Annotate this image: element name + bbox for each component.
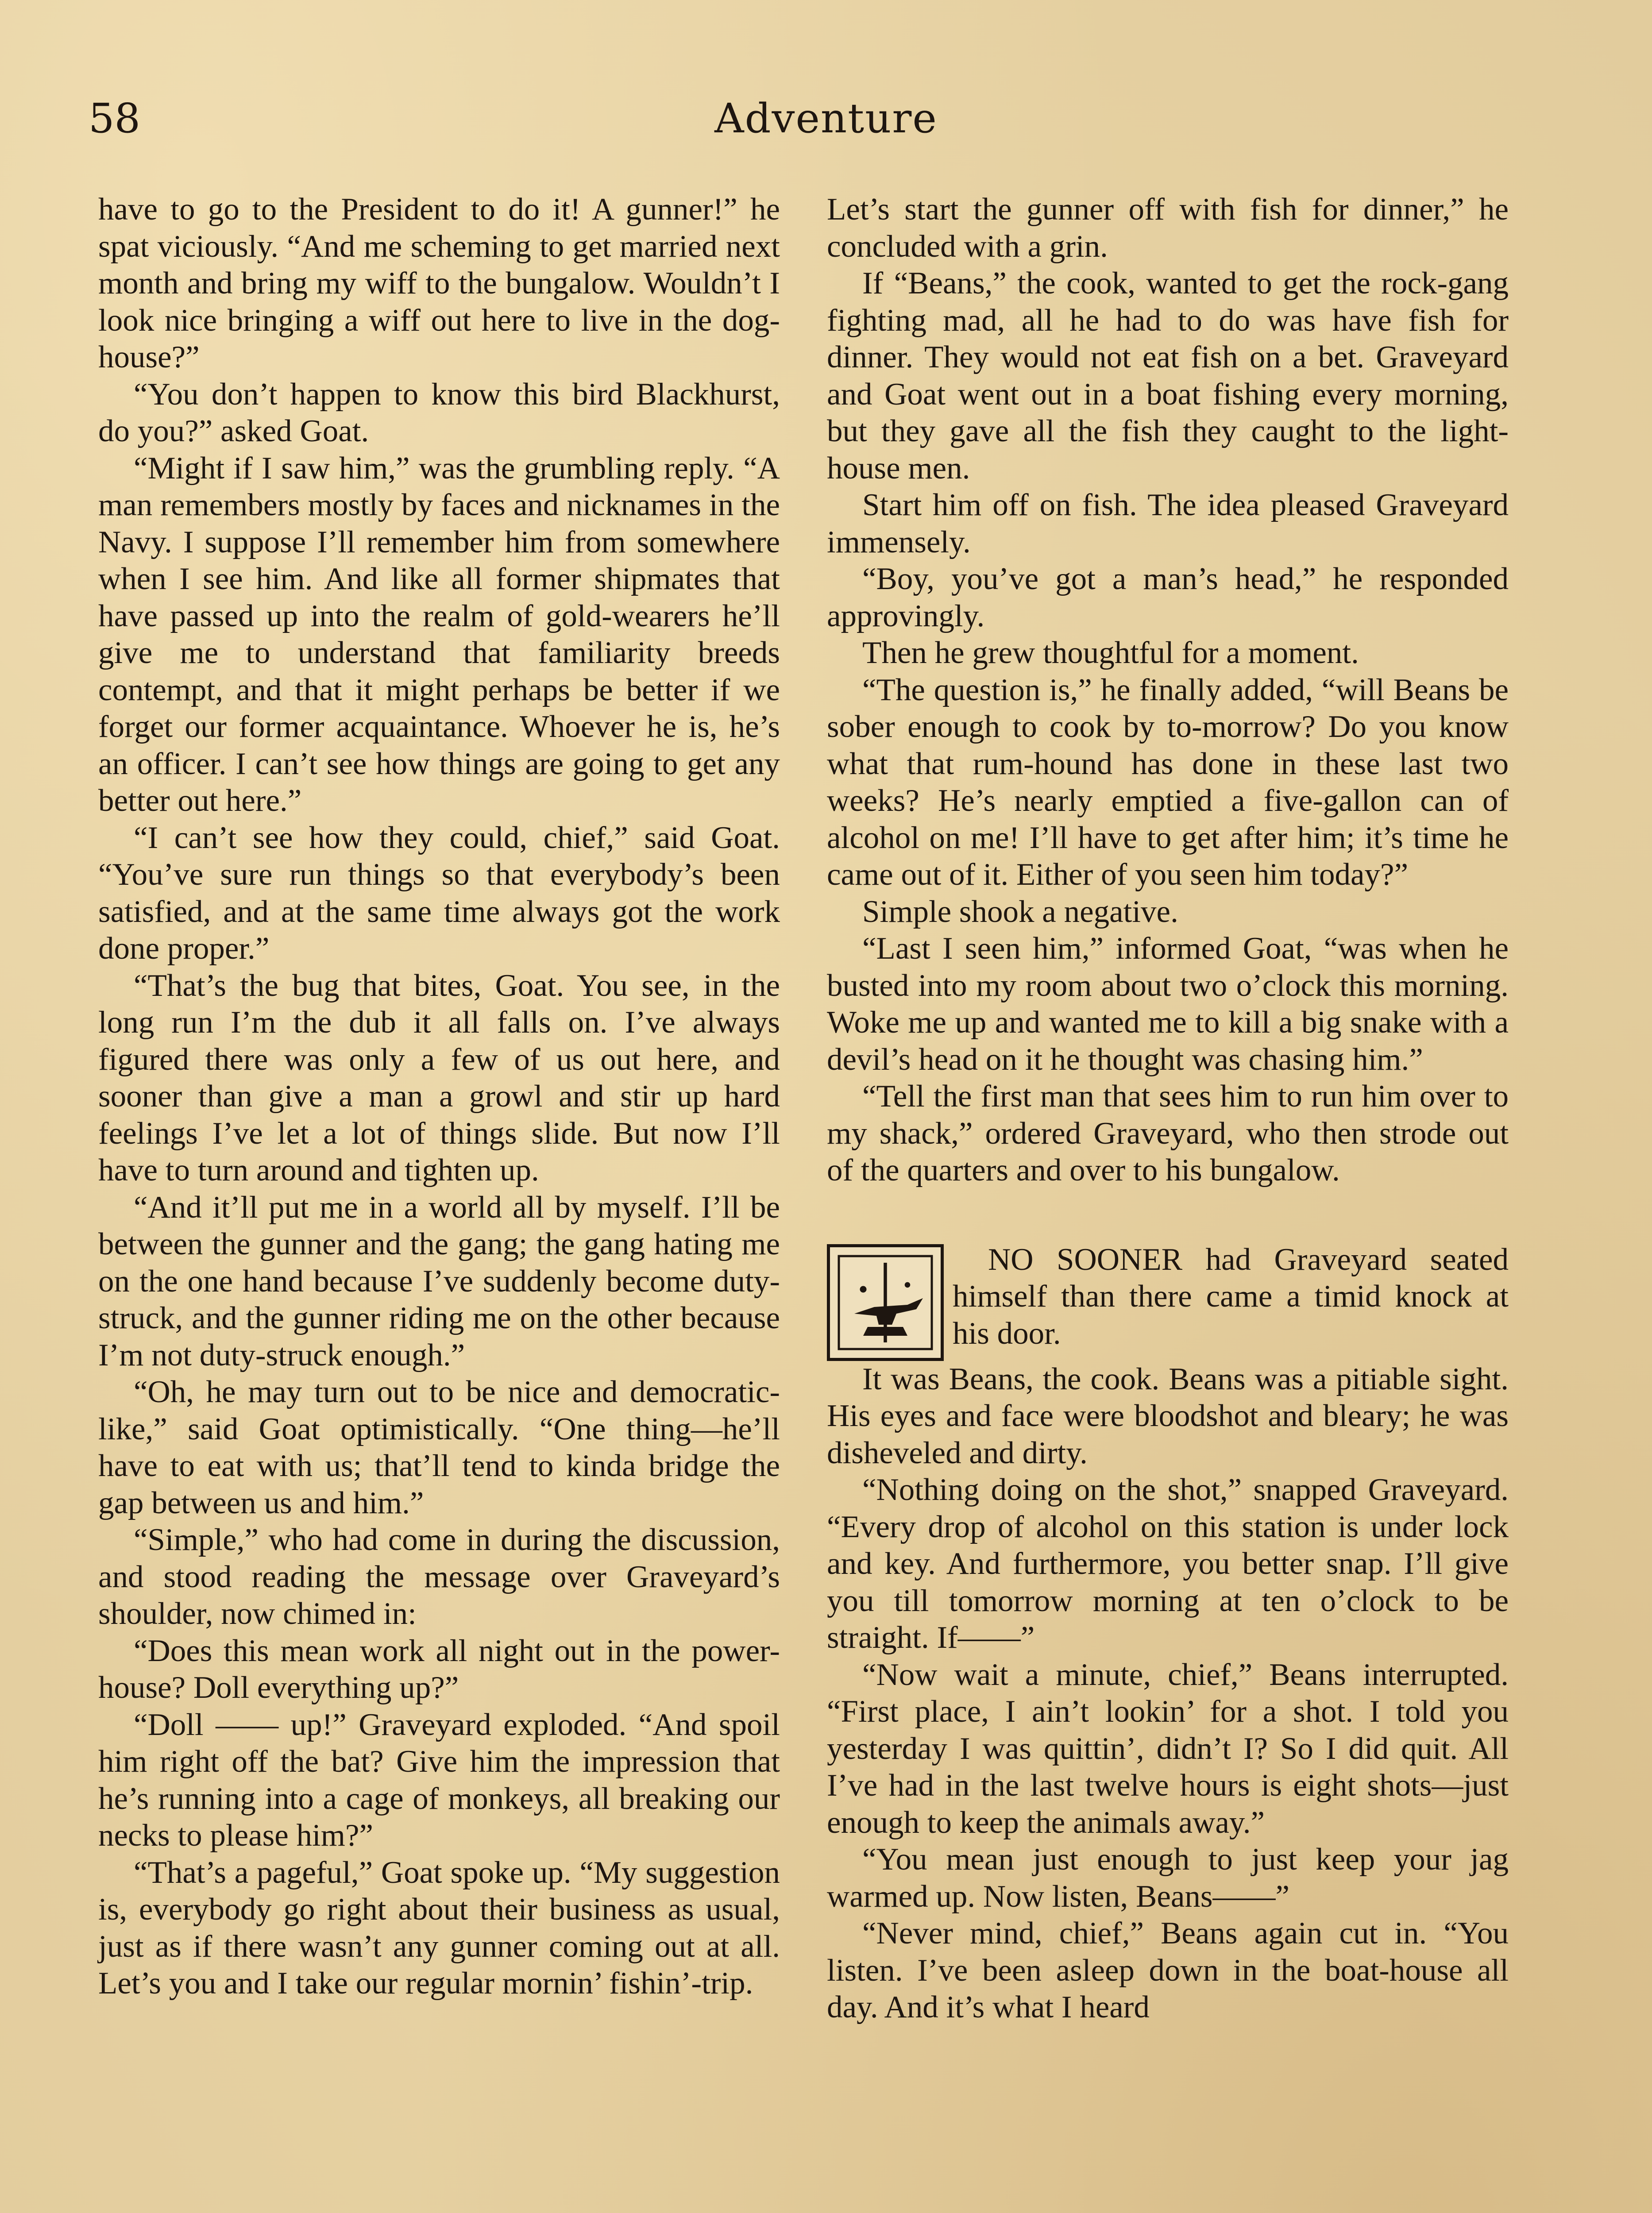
paragraph: “Boy, you’ve got a man’s head,” he responded approvingly. (827, 562, 1509, 633)
paragraph: “Oh, he may turn out to be nice and democratic-like,” said Goat optimistically. “One thing—he’ll have to eat with us; that’ll tend to kinda bridge the gap between us and him.” (98, 1375, 780, 1520)
paragraph: It was Beans, the cook. Beans was a pitiable sight. His eyes and face were bloodshot and bleary; he was disheveled and dirty. (827, 1361, 1509, 1470)
paragraph: “Simple,” who had come in during the discussion, and stood reading the message over Graveyard’s shoulder, now chimed in: (98, 1523, 780, 1631)
paragraph: “Tell the first man that sees him to run him over to my shack,” ordered Graveyard, who then strode out of the quarters and over to his bungalow. (827, 1079, 1509, 1187)
paragraph: “That’s a pageful,” Goat spoke up. “My suggestion is, everybody go right about their business as usual, just as if there wasn’t any gunner coming out at all. Let’s you and I take our regular mornin’ fishin’-trip. (98, 1855, 780, 2001)
paragraph: “The question is,” he finally added, “will Beans be sober enough to cook by to-morrow? Do you know what that rum-hound has done in these last two weeks? He’s nearly emptied a five-gallon can of alcohol on me! I’ll have to get after him; it’s time he came out of it. Either of you seen him today?” (827, 672, 1509, 892)
paragraph: “You mean just enough to just keep your jag warmed up. Now listen, Beans——” (827, 1842, 1509, 1914)
section-break (827, 1241, 1509, 1361)
page-number: 58 (89, 95, 141, 142)
paragraph: Simple shook a negative. (862, 894, 1178, 929)
paragraph: “Never mind, chief,” Beans again cut in. “You listen. I’ve been asleep down in the boat-house all day. And it’s what I heard (827, 1916, 1509, 2024)
paragraph: “Might if I saw him,” was the grumbling reply. “A man remembers mostly by faces and nicknames in the Navy. I suppose I’ll remember him from somewhere when I see him. And like all former shipmates that have passed up into the realm of gold-wearers he’ll give me to understand that familiarity breeds contempt, and that it might perhaps be better if we forget our former acquaintance. Whoever he is, he’s an officer. I can’t see how things are going to get any better out here.” (98, 451, 780, 818)
paragraph: “Now wait a minute, chief,” Beans interrupted. “First place, I ain’t lookin’ for a shot. I told you yesterday I was quittin’, didn’t I? So I did quit. All I’ve had in the last twelve hours is eight shots—just enough to keep the animals away.” (827, 1657, 1509, 1840)
paragraph: “Doll —— up!” Graveyard exploded. “And spoil him right off the bat? Give him the impression that he’s running into a cage of monkeys, all breaking our necks to please him?” (98, 1707, 780, 1853)
paragraph: “Last I seen him,” informed Goat, “was when he busted into my room about two o’clock this morning. Woke me up and wanted me to kill a big snake with a devil’s head on it he thought was chasing him.” (827, 931, 1509, 1077)
paragraph: Then he grew thoughtful for a moment. (862, 636, 1359, 670)
right-column (827, 191, 1509, 2026)
paragraph: have to go to the President to do it! A gunner!” he spat viciously. “And me scheming to get married next month and bring my wiff to the bungalow. Wouldn’t I look nice bringing a wiff out here to live in the dog-house?” (98, 192, 780, 374)
paragraph: Let’s start the gunner off with fish for dinner,” he concluded with a grin. (827, 192, 1509, 264)
paragraph: If “Beans,” the cook, wanted to get the rock-gang fighting mad, all he had to do was have fish for dinner. They would not eat fish on a bet. Graveyard and Goat went out in a boat fishing every morning, but they gave all the fish they caught to the light-house men. (827, 266, 1509, 486)
running-head: Adventure (714, 95, 938, 142)
paragraph: “Nothing doing on the shot,” snapped Graveyard. “Every drop of alcohol on this station is under lock and key. And furthermore, you better snap. I’ll give you till tomorrow morning at ten o’clock to be straight. If——” (827, 1473, 1509, 1655)
paragraph: “And it’ll put me in a world all by myself. I’ll be between the gunner and the gang; the gang hating me on the one hand because I’ve suddenly become duty-struck, and the gunner riding me on the other because I’m not duty-struck enough.” (98, 1190, 780, 1373)
anvil-ornament-icon (827, 1244, 944, 1361)
section-lead: NO SOONER had Graveyard seated himself than there came a timid knock at his door. (953, 1242, 1509, 1351)
left-column (98, 191, 780, 2002)
paragraph: “That’s the bug that bites, Goat. You see, in the long run I’m the dub it all falls on. I’ve always figured there was only a few of us out here, and sooner than give a man a growl and stir up hard feelings I’ve let a lot of things slide. But now I’ll have to turn around and tighten up. (98, 968, 780, 1187)
paragraph: Start him off on fish. The idea pleased Graveyard immensely. (827, 488, 1509, 559)
paragraph: “Does this mean work all night out in the power-house? Doll everything up?” (98, 1633, 780, 1705)
paragraph: “I can’t see how they could, chief,” said Goat. “You’ve sure run things so that everybody’s been satisfied, and at the same time always got the work done proper.” (98, 820, 780, 966)
paragraph: “You don’t happen to know this bird Blackhurst, do you?” asked Goat. (98, 377, 780, 448)
